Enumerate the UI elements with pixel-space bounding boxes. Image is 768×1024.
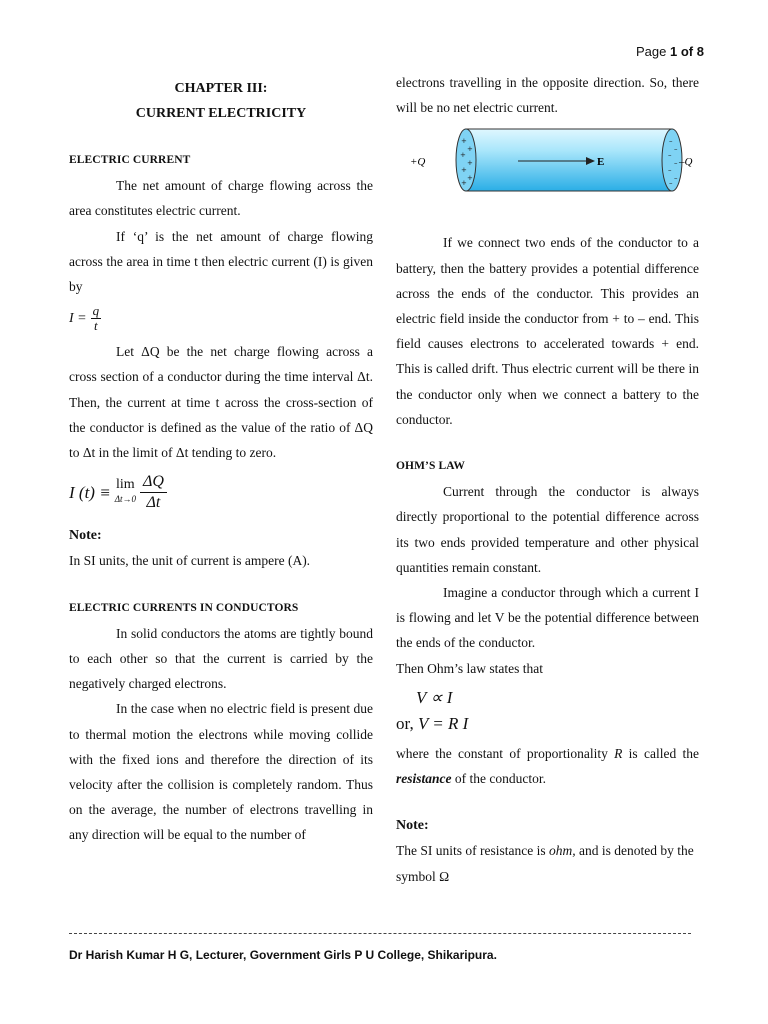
paragraph: In the case when no electric field is present due to thermal motion the electrons while moving collide with the fixed ions and therefore the direction of its velocity after the collision is completely random. Thus on the average, the number of electrons travelling in any direction will be equal to the number of bbox=[69, 701, 373, 843]
footer-divider bbox=[69, 933, 691, 934]
svg-text:–: – bbox=[674, 174, 678, 183]
field-label: E bbox=[597, 156, 605, 169]
formula-vri: V = R I bbox=[417, 713, 469, 733]
minus-charge-label: –Q bbox=[679, 156, 693, 169]
paragraph: In SI units, the unit of current is ampere (A). bbox=[69, 553, 311, 569]
term-ohm: ohm, bbox=[548, 843, 576, 859]
denominator: t bbox=[94, 317, 98, 333]
text-run: where the constant of proportionality bbox=[396, 745, 615, 761]
chapter-title: CURRENT ELECTRICITY bbox=[135, 106, 307, 121]
symbol-r: R bbox=[614, 745, 623, 761]
chapter-number: CHAPTER III: bbox=[174, 81, 268, 96]
svg-text:+: + bbox=[467, 145, 473, 154]
left-column bbox=[69, 70, 373, 848]
formula-ohms-law bbox=[396, 711, 699, 737]
svg-text:+: + bbox=[461, 179, 467, 188]
conductor-figure bbox=[396, 126, 699, 210]
text-run: of the conductor. bbox=[451, 771, 546, 787]
formula-proportional: V ∝ I bbox=[416, 687, 453, 707]
heading-ohms-law: OHM’S LAW bbox=[396, 460, 465, 473]
paragraph: Let ΔQ be the net charge flowing across a cross section of a conductor during the time interval Δt. Then, the current at time t across the cross-section of the conductor is defined as the value of the ratio of ΔQ to Δt in the limit of Δt tending to zero. bbox=[69, 344, 373, 461]
svg-text:+: + bbox=[467, 174, 473, 183]
formula-limit bbox=[69, 469, 373, 515]
svg-text:–: – bbox=[668, 151, 672, 160]
svg-text:+: + bbox=[460, 151, 466, 160]
numerator: ΔQ bbox=[140, 472, 167, 493]
paragraph bbox=[396, 741, 699, 791]
paragraph: Current through the conductor is always directly proportional to the potential difference across its two ends provided temperature and other physical quantities remain constant. bbox=[396, 484, 699, 575]
formula-lhs: I (t) ≡ bbox=[69, 482, 111, 502]
term-resistance: resistance bbox=[396, 771, 452, 787]
heading-electric-current: ELECTRIC CURRENT bbox=[69, 154, 191, 166]
or-text: or, bbox=[396, 713, 414, 733]
formula-lhs: I = bbox=[69, 310, 87, 326]
svg-text:–: – bbox=[669, 137, 673, 146]
svg-text:–: – bbox=[668, 166, 672, 175]
text-run: is called the bbox=[622, 745, 699, 761]
svg-text:+: + bbox=[461, 137, 467, 146]
footer-credit: Dr Harish Kumar H G, Lecturer, Government Girls P U College, Shikaripura. bbox=[69, 948, 497, 962]
svg-text:+: + bbox=[461, 166, 467, 175]
lim-subscript: Δt→0 bbox=[114, 494, 136, 505]
fraction bbox=[91, 304, 102, 333]
note-label: Note: bbox=[69, 528, 102, 544]
text-run: and is denoted by the symbol Ω bbox=[396, 843, 694, 884]
paragraph: The net amount of charge flowing across the area constitutes electric current. bbox=[69, 178, 373, 219]
svg-text:–: – bbox=[674, 159, 678, 168]
paragraph: If we connect two ends of the conductor to a battery, then the battery provides a potential difference across the ends of the conductor. This provides an electric field inside the conductor from + to – end. This field causes electrons to accelerated towards + end. This is called drift. Thus electric current will be there in the conductor only when we connect a battery to the conductor. bbox=[396, 235, 699, 427]
numerator: q bbox=[92, 302, 100, 318]
conductor-cylinder bbox=[396, 126, 699, 210]
right-column bbox=[396, 70, 699, 889]
limit bbox=[115, 478, 136, 506]
paragraph bbox=[396, 838, 699, 888]
svg-text:+: + bbox=[467, 159, 473, 168]
formula-current bbox=[69, 301, 373, 335]
svg-text:–: – bbox=[674, 145, 678, 154]
paragraph: If ‘q’ is the net amount of charge flowing across the area in time t then electric current (I) is given by bbox=[69, 228, 373, 295]
fraction bbox=[140, 472, 167, 513]
paragraph: electrons travelling in the opposite direction. So, there will be no net electric current. bbox=[396, 75, 699, 116]
lim-text: lim bbox=[116, 477, 135, 493]
denominator: Δt bbox=[146, 493, 161, 511]
svg-text:–: – bbox=[669, 179, 673, 188]
plus-charge-label: +Q bbox=[410, 156, 426, 169]
paragraph: Imagine a conductor through which a current I is flowing and let V be the potential difference between the ends of the conductor. bbox=[396, 585, 699, 651]
paragraph: In solid conductors the atoms are tightly bound to each other so that the current is carried by the negatively charged electrons. bbox=[69, 625, 373, 692]
paragraph: Then Ohm’s law states that bbox=[396, 660, 543, 676]
note-label: Note: bbox=[396, 818, 429, 834]
page-number: Page 1 of 8 bbox=[636, 44, 704, 59]
heading-currents-in-conductors: ELECTRIC CURRENTS IN CONDUCTORS bbox=[69, 601, 299, 614]
text-run: The SI units of resistance is bbox=[396, 843, 549, 859]
